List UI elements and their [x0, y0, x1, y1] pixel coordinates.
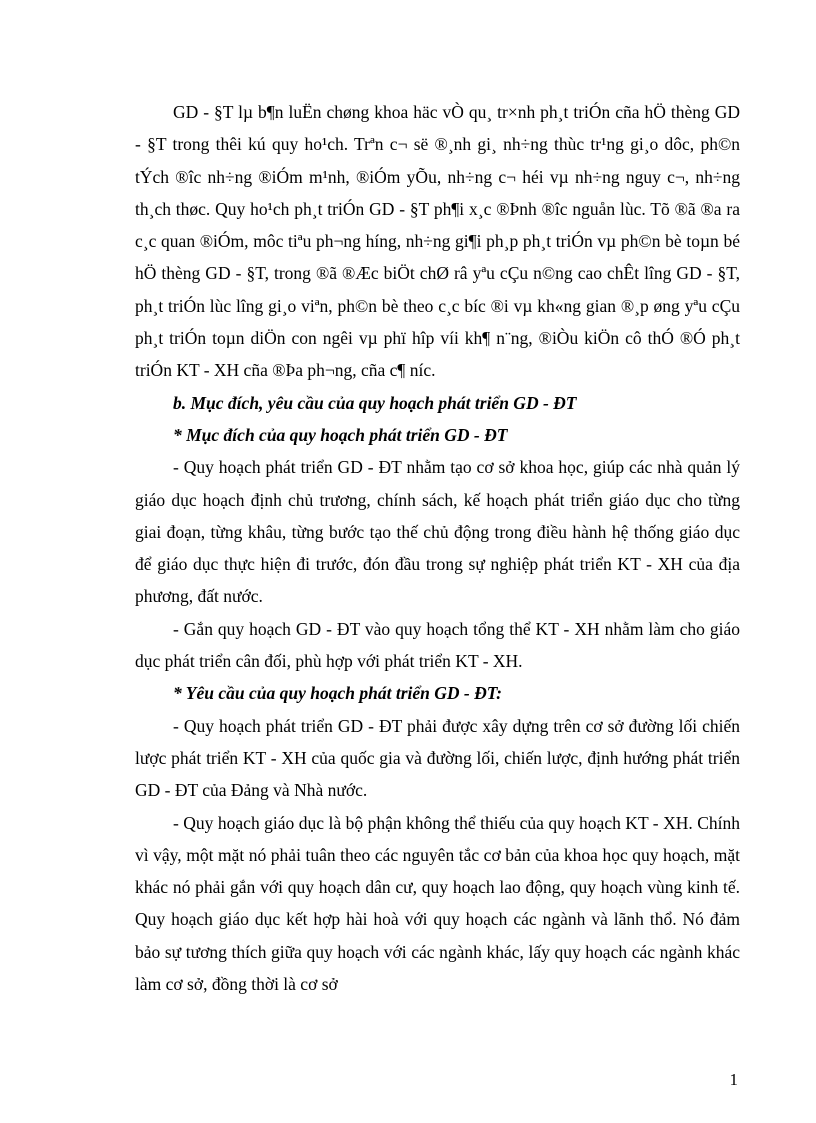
heading-requirements: * Yêu cầu của quy hoạch phát triển GD - ĐT: — [173, 683, 502, 704]
heading-section-b: b. Mục đích, yêu cầu của quy hoạch phát triển GD - ĐT — [173, 392, 577, 413]
paragraph-requirement-1: - Quy hoạch phát triển GD - ĐT phải được xây dựng trên cơ sở đường lối chiến lược phát triển KT - XH của quốc gia và đường lối, chiến lược, định hướng phát triển GD - ĐT của Đảng và Nhà nước. — [135, 715, 740, 801]
paragraph-purpose-2: - Gắn quy hoạch GD - ĐT vào quy hoạch tổng thể KT - XH nhằm làm cho giáo dục phát triển cân đối, phù hợp với phát triển KT - XH. — [135, 618, 740, 672]
page-number: 1 — [729, 1070, 738, 1089]
body-text — [135, 96, 740, 1000]
paragraph-purpose-1: - Quy hoạch phát triển GD - ĐT nhằm tạo cơ sở khoa học, giúp các nhà quản lý giáo dục hoạch định chủ trương, chính sách, kế hoạch phát triển giáo dục cho từng giai đoạn, từng khâu, từng bước tạo thế chủ động trong điều hành hệ thống giáo dục để giáo dục thực hiện đi trước, đón đầu trong sự nghiệp phát triển KT - XH của địa phương, đất nước. — [135, 457, 740, 607]
heading-purpose: * Mục đích của quy hoạch phát triển GD - ĐT — [173, 424, 508, 445]
paragraph-intro: GD - §T lµ b¶n luËn chøng khoa häc vÒ qu¸ tr×nh ph¸t triÓn cña hÖ thèng GD - §T trong thêi kú quy ho¹ch. Trªn c¬ së ®¸nh gi¸ nh÷ng thùc tr¹ng gi¸o dôc, ph©n tÝch ®îc nh÷ng ®iÓm m¹nh, ®iÓm yÕu, nh÷ng c¬ héi vµ nh÷ng nguy c¬, nh÷ng th¸ch thøc. Quy ho¹ch ph¸t triÓn GD - §T ph¶i x¸c ®Þnh ®îc nguån lùc. Tõ ®ã ®a ra c¸c quan ®iÓm, môc tiªu ph¬ng híng, nh÷ng gi¶i ph¸p ph¸t triÓn vµ ph©n bè toµn bé hÖ thèng GD - §T, trong ®ã ®Æc biÖt chØ râ yªu cÇu n©ng cao chÊt lîng GD - §T, ph¸t triÓn lùc lîng gi¸o viªn, ph©n bè theo c¸c bíc ®i vµ kh«ng gian ®¸p øng yªu cÇu ph¸t triÓn toµn diÖn con ngêi vµ phï hîp víi kh¶ n¨ng, ®iÒu kiÖn cô thÓ ®Ó ph¸t triÓn KT - XH cña ®Þa ph¬ng, cña c¶ níc. — [135, 102, 740, 381]
paragraph-requirement-2: - Quy hoạch giáo dục là bộ phận không thể thiếu của quy hoạch KT - XH. Chính vì vậy, một mặt nó phải tuân theo các nguyên tắc cơ bản của khoa học quy hoạch, mặt khác nó phải gắn với quy hoạch dân cư, quy hoạch lao động, quy hoạch vùng kinh tế. Quy hoạch giáo dục kết hợp hài hoà với quy hoạch các ngành và lãnh thổ. Nó đảm bảo sự tương thích giữa quy hoạch với các ngành khác, lấy quy hoạch các ngành khác làm cơ sở, đồng thời là cơ sở — [135, 812, 740, 995]
